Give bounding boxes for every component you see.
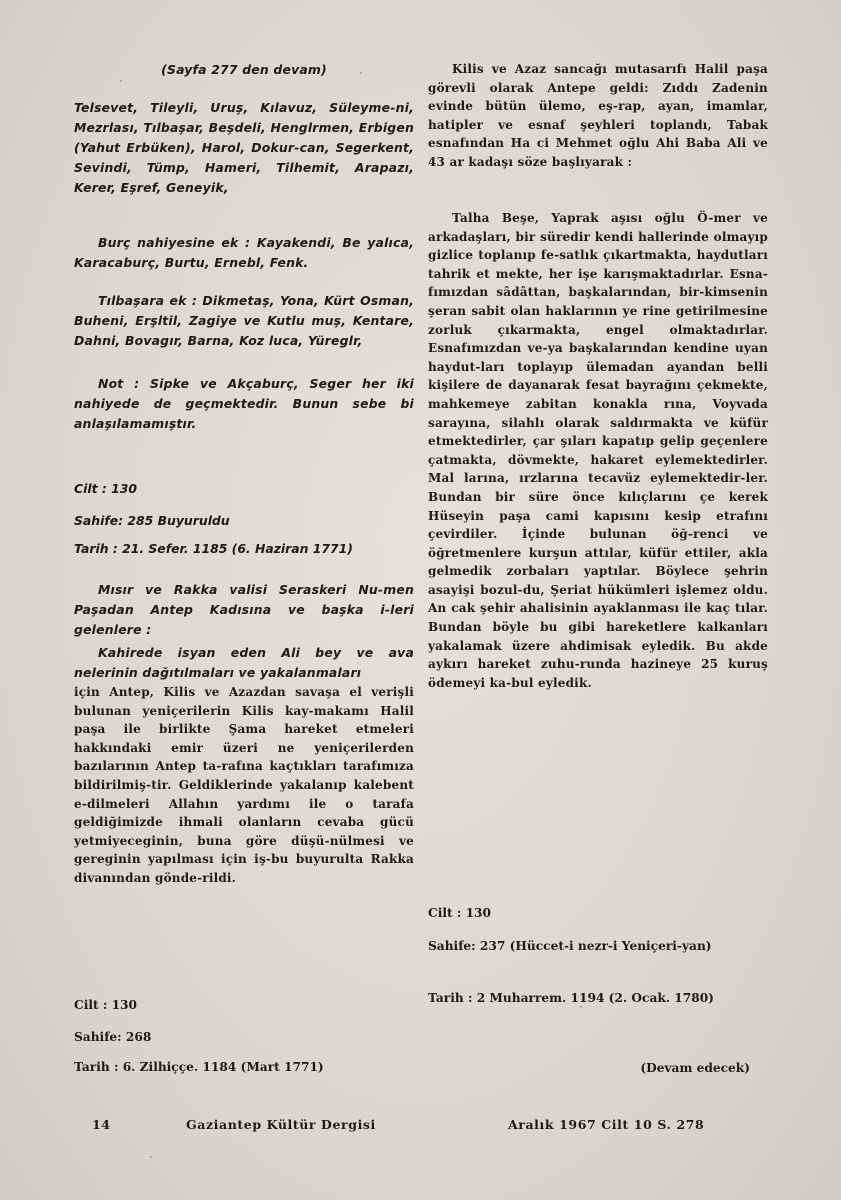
record2-cilt: Cilt : 130	[74, 998, 138, 1012]
record3-sahife: Sahife: 237 (Hüccet-i nezr-i Yeniçeri-yan)	[428, 939, 712, 953]
paragraph-complaint: Talha Beşe, Yaprak aşısı oğlu Ö-mer ve arkadaşları, bir süredir kendi hallerinde olmayıp gizlice toplanıp fe-satlık çıkartmakta, haydutları tahrik et mekte, her işe karışmaktadırlar. Esna-fımızdan sâdâttan, başkalarından, bir-kimsenin şeran sabit olan haklarının ye rine getirilmesine zorluk çıkarmakta, engel olmaktadırlar. Esnafımızdan ve-ya başkalarından kendine uyan haydut-ları toplayıp ülemadan ayandan belli kişilere de dayanarak fesat bayrağını çekmekte, mahkemeye zabitan konakla rına, Voyvada sarayına, silahlı olarak saldırmakta ve küfür etmektedirler, çar şıları kapatıp gelip geçenlere çatmakta, dövmekte, hakaret eylemektedirler. Mal larına, ırzlarına tecavüz eylemektedir-ler. Bundan bir süre önce kılıçlarını çe kerek Hüseyin paşa cami kapısını kesip etrafını çevirdiler. İçinde bulunan öğ-renci ve öğretmenlere kurşun attılar, küfür ettiler, akla gelmedik zorbaları yaptılar. Böylece şehrin asayişi bozul-du, Şeriat hükümleri işlemez oldu. An cak şehir ahalisinin ayaklanması ile kaç tılar. Bundan böyle bu gibi hareketlere kalkanları yakalamak üzere ahdimisak eyledik. Bu akde aykırı hareket zuhu-runda hazineye 25 kuruş ödemeyi ka-bul eyledik.	[428, 211, 768, 690]
record1-cilt: Cilt : 130	[74, 481, 137, 496]
paragraph-halil-pasa: Kilis ve Azaz sancağı mutasarıfı Halil paşa görevli olarak Antepe geldi: Zıddı Zadenin evinde bütün ülemo, eş-rap, ayan, imamlar, hatipler ve esnaf şeyhleri toplandı, Tabak esnafından Ha ci Mehmet oğlu Ahi Baba Ali ve 43 ar kadaşı söze başlıyarak :	[428, 62, 768, 169]
tilbasar-note: Tılbaşara ek : Dikmetaş, Yona, Kürt Osman, Buheni, Erşltil, Zagiye ve Kutlu muş, Kentare, Dahni, Bovagır, Barna, Koz luca, Yüreglr,	[74, 293, 414, 348]
record2-tarih: Tarih : 6. Zilhiççe. 1184 (Mart 1771)	[74, 1060, 324, 1074]
record3-cilt: Cilt : 130	[428, 906, 492, 920]
record2-sahife: Sahife: 268	[74, 1030, 152, 1044]
paper-speck	[150, 1156, 152, 1158]
journal-name: Gaziantep Kültür Dergisi	[186, 1117, 376, 1132]
burc-nahiye-note: Burç nahiyesine ek : Kayakendi, Be yalıca, Karacaburç, Burtu, Ernebl, Fenk.	[74, 235, 414, 270]
record1-sahife: Sahife: 285 Buyuruldu	[74, 513, 230, 528]
paper-speck	[360, 72, 362, 74]
paper-speck	[580, 1006, 582, 1008]
not-paragraph: Not : Sipke ve Akçaburç, Seger her iki nahiyede de geçmektedir. Bunun sebe bi anlaşılamamıştır.	[74, 376, 414, 431]
record3-tarih: Tarih : 2 Muharrem. 1194 (2. Ocak. 1780)	[428, 991, 714, 1005]
continued-note: (Devam edecek)	[640, 1061, 750, 1075]
continuation-note: (Sayfa 277 den devam)	[161, 62, 327, 77]
document-title: Mısır ve Rakka valisi Seraskeri Nu-men Paşadan Antep Kadısına ve başka i-leri gelenlere :	[74, 582, 414, 637]
document-intro: Kahirede isyan eden Ali bey ve ava nelerinin dağıtılmaları ve yakalanmaları	[74, 645, 414, 680]
villages-list: Telsevet, Tileyli, Uruş, Kılavuz, Süleyme-ni, Mezrlası, Tılbaşar, Beşdeli, Henglrmen, Erbigen (Yahut Erbüken), Harol, Dokur-can, Segerkent, Sevindi, Tümp, Hameri, Tilhemit, Arapazı, Kerer, Eşref, Geneyik,	[74, 100, 414, 195]
page-number: 14	[92, 1117, 111, 1132]
issue-info: Aralık 1967 Cilt 10 S. 278	[508, 1117, 705, 1132]
paper-speck	[120, 80, 122, 82]
record1-tarih: Tarih : 21. Sefer. 1185 (6. Haziran 1771)	[74, 541, 353, 556]
document-body: için Antep, Kilis ve Azazdan savaşa el verişli bulunan yeniçerilerin Kilis kay-makamı Halil paşa ile birlikte Şama hareket etmeleri hakkındaki emir üzeri ne yeniçerilerden bazılarının Antep ta-rafına kaçtıkları tarafımıza bildirilmiş-tir. Geldiklerinde yakalanıp kalebent e-dilmeleri Allahın yardımı ile o tarafa geldiğimizde ihmali olanların cevaba gücü yetmiyeceginin, buna göre düşü-nülmesi ve gereginin yapılması için iş-bu buyurulta Rakka divanından gönde-rildi.	[74, 685, 414, 885]
